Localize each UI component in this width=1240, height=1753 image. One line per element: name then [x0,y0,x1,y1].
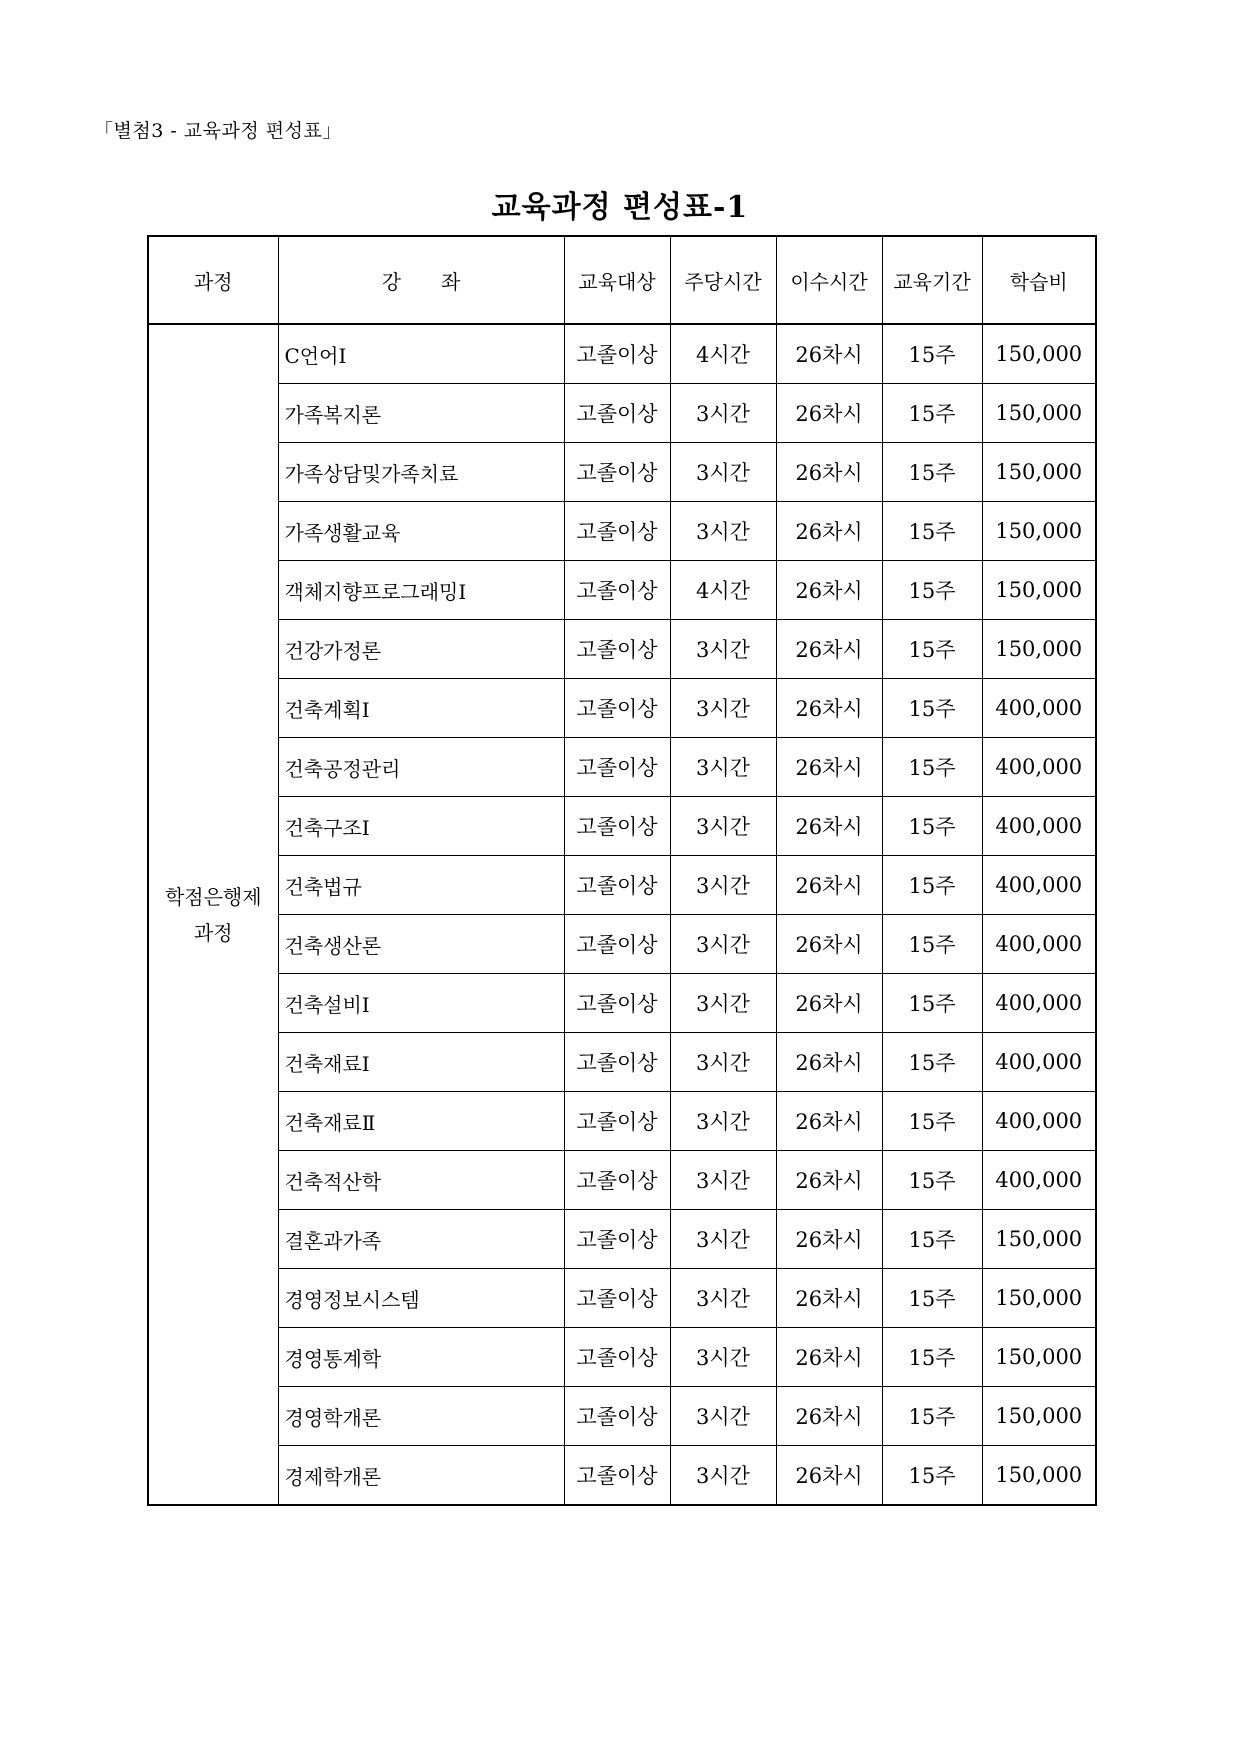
tuition-cell: 400,000 [982,915,1096,974]
tuition-cell: 150,000 [982,384,1096,443]
duration-cell: 15주 [882,856,982,915]
course-name: C언어Ⅰ [278,324,564,384]
completion-hours-cell: 26차시 [776,856,882,915]
course-name: 건강가정론 [278,620,564,679]
weekly-hours-cell: 4시간 [670,561,776,620]
weekly-hours-cell: 3시간 [670,1151,776,1210]
weekly-hours-cell: 3시간 [670,443,776,502]
table-row [148,679,1096,738]
target-cell: 고졸이상 [564,443,670,502]
program-cell [148,324,278,1505]
course-name: 건축설비Ⅰ [278,974,564,1033]
tuition-cell: 400,000 [982,738,1096,797]
completion-hours-cell: 26차시 [776,1210,882,1269]
tuition-cell: 400,000 [982,856,1096,915]
duration-cell: 15주 [882,324,982,384]
target-cell: 고졸이상 [564,1387,670,1446]
target-cell: 고졸이상 [564,502,670,561]
weekly-hours-cell: 3시간 [670,1092,776,1151]
tuition-cell: 400,000 [982,974,1096,1033]
duration-cell: 15주 [882,974,982,1033]
weekly-hours-cell: 3시간 [670,1328,776,1387]
completion-hours-cell: 26차시 [776,561,882,620]
duration-cell: 15주 [882,1092,982,1151]
header-tuition: 학습비 [982,236,1096,324]
weekly-hours-cell: 3시간 [670,974,776,1033]
tuition-cell: 150,000 [982,620,1096,679]
table-row [148,1328,1096,1387]
duration-cell: 15주 [882,1446,982,1506]
tuition-cell: 400,000 [982,1033,1096,1092]
completion-hours-cell: 26차시 [776,502,882,561]
course-name: 객체지향프로그래밍Ⅰ [278,561,564,620]
completion-hours-cell: 26차시 [776,1092,882,1151]
weekly-hours-cell: 3시간 [670,679,776,738]
weekly-hours-cell: 3시간 [670,856,776,915]
completion-hours-cell: 26차시 [776,1446,882,1506]
tuition-cell: 150,000 [982,502,1096,561]
duration-cell: 15주 [882,1387,982,1446]
target-cell: 고졸이상 [564,679,670,738]
target-cell: 고졸이상 [564,974,670,1033]
target-cell: 고졸이상 [564,324,670,384]
weekly-hours-cell: 3시간 [670,1269,776,1328]
table-row [148,1151,1096,1210]
weekly-hours-cell: 3시간 [670,384,776,443]
duration-cell: 15주 [882,679,982,738]
course-name: 가족상담및가족치료 [278,443,564,502]
table-row [148,1210,1096,1269]
header-completion-hours: 이수시간 [776,236,882,324]
duration-cell: 15주 [882,620,982,679]
duration-cell: 15주 [882,384,982,443]
header-target: 교육대상 [564,236,670,324]
table-row [148,856,1096,915]
table-row [148,1033,1096,1092]
tuition-cell: 150,000 [982,324,1096,384]
target-cell: 고졸이상 [564,1269,670,1328]
completion-hours-cell: 26차시 [776,974,882,1033]
weekly-hours-cell: 4시간 [670,324,776,384]
course-name: 건축법규 [278,856,564,915]
table-row [148,620,1096,679]
weekly-hours-cell: 3시간 [670,1210,776,1269]
duration-cell: 15주 [882,738,982,797]
tuition-cell: 150,000 [982,1210,1096,1269]
table-row [148,324,1096,384]
table-row [148,561,1096,620]
weekly-hours-cell: 3시간 [670,620,776,679]
completion-hours-cell: 26차시 [776,1033,882,1092]
header-duration: 교육기간 [882,236,982,324]
completion-hours-cell: 26차시 [776,1269,882,1328]
course-name: 건축계획Ⅰ [278,679,564,738]
annex-label: 「별첨3 - 교육과정 편성표」 [94,120,342,142]
course-name: 결혼과가족 [278,1210,564,1269]
duration-cell: 15주 [882,797,982,856]
course-name: 경영정보시스템 [278,1269,564,1328]
program-name-line2: 과정 [193,920,233,945]
table-row [148,1446,1096,1506]
duration-cell: 15주 [882,1328,982,1387]
completion-hours-cell: 26차시 [776,915,882,974]
duration-cell: 15주 [882,1033,982,1092]
course-name: 건축재료Ⅱ [278,1092,564,1151]
duration-cell: 15주 [882,1210,982,1269]
duration-cell: 15주 [882,1269,982,1328]
table-header-row [148,236,1096,324]
course-name: 건축적산학 [278,1151,564,1210]
table-row [148,1092,1096,1151]
course-name: 건축구조Ⅰ [278,797,564,856]
course-name: 가족생활교육 [278,502,564,561]
weekly-hours-cell: 3시간 [670,915,776,974]
curriculum-table [147,235,1097,1506]
table-body [148,324,1096,1505]
table-row [148,1269,1096,1328]
weekly-hours-cell: 3시간 [670,797,776,856]
weekly-hours-cell: 3시간 [670,1446,776,1506]
duration-cell: 15주 [882,1151,982,1210]
table-row [148,915,1096,974]
tuition-cell: 150,000 [982,1387,1096,1446]
table-row [148,443,1096,502]
weekly-hours-cell: 3시간 [670,1387,776,1446]
target-cell: 고졸이상 [564,915,670,974]
header-weekly-hours: 주당시간 [670,236,776,324]
weekly-hours-cell: 3시간 [670,738,776,797]
target-cell: 고졸이상 [564,620,670,679]
target-cell: 고졸이상 [564,384,670,443]
tuition-cell: 400,000 [982,1092,1096,1151]
course-name: 건축생산론 [278,915,564,974]
course-name: 경영통계학 [278,1328,564,1387]
header-program: 과정 [148,236,278,324]
target-cell: 고졸이상 [564,856,670,915]
completion-hours-cell: 26차시 [776,1387,882,1446]
completion-hours-cell: 26차시 [776,384,882,443]
tuition-cell: 400,000 [982,1151,1096,1210]
duration-cell: 15주 [882,915,982,974]
weekly-hours-cell: 3시간 [670,502,776,561]
course-name: 건축공정관리 [278,738,564,797]
course-name: 가족복지론 [278,384,564,443]
table-row [148,974,1096,1033]
target-cell: 고졸이상 [564,1328,670,1387]
tuition-cell: 150,000 [982,1446,1096,1506]
tuition-cell: 400,000 [982,679,1096,738]
target-cell: 고졸이상 [564,797,670,856]
duration-cell: 15주 [882,443,982,502]
page-title: 교육과정 편성표-1 [491,190,749,225]
completion-hours-cell: 26차시 [776,1151,882,1210]
completion-hours-cell: 26차시 [776,738,882,797]
header-course: 강 좌 [278,236,564,324]
tuition-cell: 150,000 [982,561,1096,620]
completion-hours-cell: 26차시 [776,443,882,502]
duration-cell: 15주 [882,502,982,561]
target-cell: 고졸이상 [564,1210,670,1269]
completion-hours-cell: 26차시 [776,1328,882,1387]
tuition-cell: 150,000 [982,443,1096,502]
completion-hours-cell: 26차시 [776,797,882,856]
completion-hours-cell: 26차시 [776,620,882,679]
duration-cell: 15주 [882,561,982,620]
target-cell: 고졸이상 [564,1446,670,1506]
course-name: 건축재료Ⅰ [278,1033,564,1092]
target-cell: 고졸이상 [564,561,670,620]
target-cell: 고졸이상 [564,1033,670,1092]
course-name: 경영학개론 [278,1387,564,1446]
weekly-hours-cell: 3시간 [670,1033,776,1092]
table-row [148,502,1096,561]
target-cell: 고졸이상 [564,1151,670,1210]
target-cell: 고졸이상 [564,738,670,797]
tuition-cell: 150,000 [982,1269,1096,1328]
course-name: 경제학개론 [278,1446,564,1506]
target-cell: 고졸이상 [564,1092,670,1151]
program-name-line1: 학점은행제 [164,884,262,909]
tuition-cell: 400,000 [982,797,1096,856]
tuition-cell: 150,000 [982,1328,1096,1387]
table-row [148,738,1096,797]
table-row [148,1387,1096,1446]
table-row [148,797,1096,856]
table-row [148,384,1096,443]
completion-hours-cell: 26차시 [776,324,882,384]
completion-hours-cell: 26차시 [776,679,882,738]
